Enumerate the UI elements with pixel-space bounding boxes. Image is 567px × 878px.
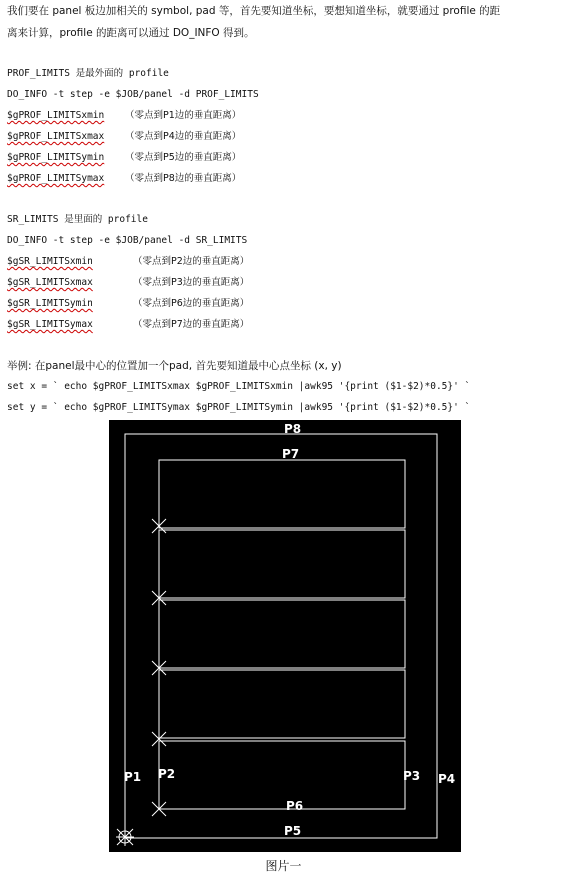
sr-var-note: （零点到P7边的垂直距离） (133, 319, 250, 330)
label-p4: P4 (438, 772, 456, 786)
sr-var-note: （零点到P2边的垂直距离） (133, 256, 250, 267)
label-p3: P3 (403, 769, 421, 783)
label-p2: P2 (158, 767, 176, 781)
prof-var-row (7, 109, 241, 123)
prof-var-name: $gPROF_LIMITSxmin (7, 110, 105, 121)
prof-command: DO_INFO -t step -e $JOB/panel -d PROF_LIMITS (7, 89, 259, 100)
prof-var-row (7, 130, 241, 144)
example-set-x: set x = ` echo $gPROF_LIMITSxmax $gPROF_LIMITSxmin |awk95 '{print ($1-$2)*0.5}' ` (7, 381, 471, 392)
sr-var-note: （零点到P6边的垂直距离） (133, 298, 250, 309)
label-p7: P7 (282, 447, 300, 461)
origin-icon (116, 828, 134, 846)
figure-background (109, 420, 461, 852)
prof-var-row (7, 151, 241, 165)
label-p5: P5 (284, 824, 302, 838)
sr-var-row (7, 276, 249, 290)
example-heading: 举例: 在panel最中心的位置加一个pad, 首先要知道最中心点坐标 (x, y) (7, 360, 342, 372)
prof-var-name: $gPROF_LIMITSymax (7, 173, 105, 184)
sr-var-row (7, 297, 249, 311)
panel-figure (109, 420, 461, 852)
sr-var-name: $gSR_LIMITSymax (7, 319, 93, 330)
prof-var-note: （零点到P8边的垂直距离） (125, 173, 242, 184)
prof-var-name: $gPROF_LIMITSxmax (7, 131, 105, 142)
example-set-y: set y = ` echo $gPROF_LIMITSymax $gPROF_LIMITSymin |awk95 '{print ($1-$2)*0.5}' ` (7, 402, 471, 413)
intro-line-1: 我们要在 panel 板边加相关的 symbol, pad 等，首先要知道坐标，要想知道坐标，就要通过 profile 的距 (7, 5, 501, 17)
prof-var-note: （零点到P5边的垂直距离） (125, 152, 242, 163)
sr-var-name: $gSR_LIMITSymin (7, 298, 93, 309)
label-p1: P1 (124, 770, 142, 784)
figure-caption: 图片一 (265, 859, 302, 873)
label-p6: P6 (286, 799, 304, 813)
prof-heading: PROF_LIMITS 是最外面的 profile (7, 68, 169, 79)
label-p8: P8 (284, 422, 302, 436)
sr-heading: SR_LIMITS 是里面的 profile (7, 214, 148, 225)
sr-var-note: （零点到P3边的垂直距离） (133, 277, 250, 288)
sr-var-row (7, 255, 249, 269)
prof-var-row (7, 172, 241, 186)
sr-command: DO_INFO -t step -e $JOB/panel -d SR_LIMITS (7, 235, 248, 246)
sr-var-row (7, 318, 249, 332)
intro-line-2: 离来计算，profile 的距离可以通过 DO_INFO 得到。 (7, 27, 255, 39)
prof-var-note: （零点到P1边的垂直距离） (125, 110, 242, 121)
prof-var-note: （零点到P4边的垂直距离） (125, 131, 242, 142)
sr-var-name: $gSR_LIMITSxmin (7, 256, 93, 267)
sr-var-name: $gSR_LIMITSxmax (7, 277, 93, 288)
panel-diagram (109, 420, 461, 852)
prof-var-name: $gPROF_LIMITSymin (7, 152, 105, 163)
